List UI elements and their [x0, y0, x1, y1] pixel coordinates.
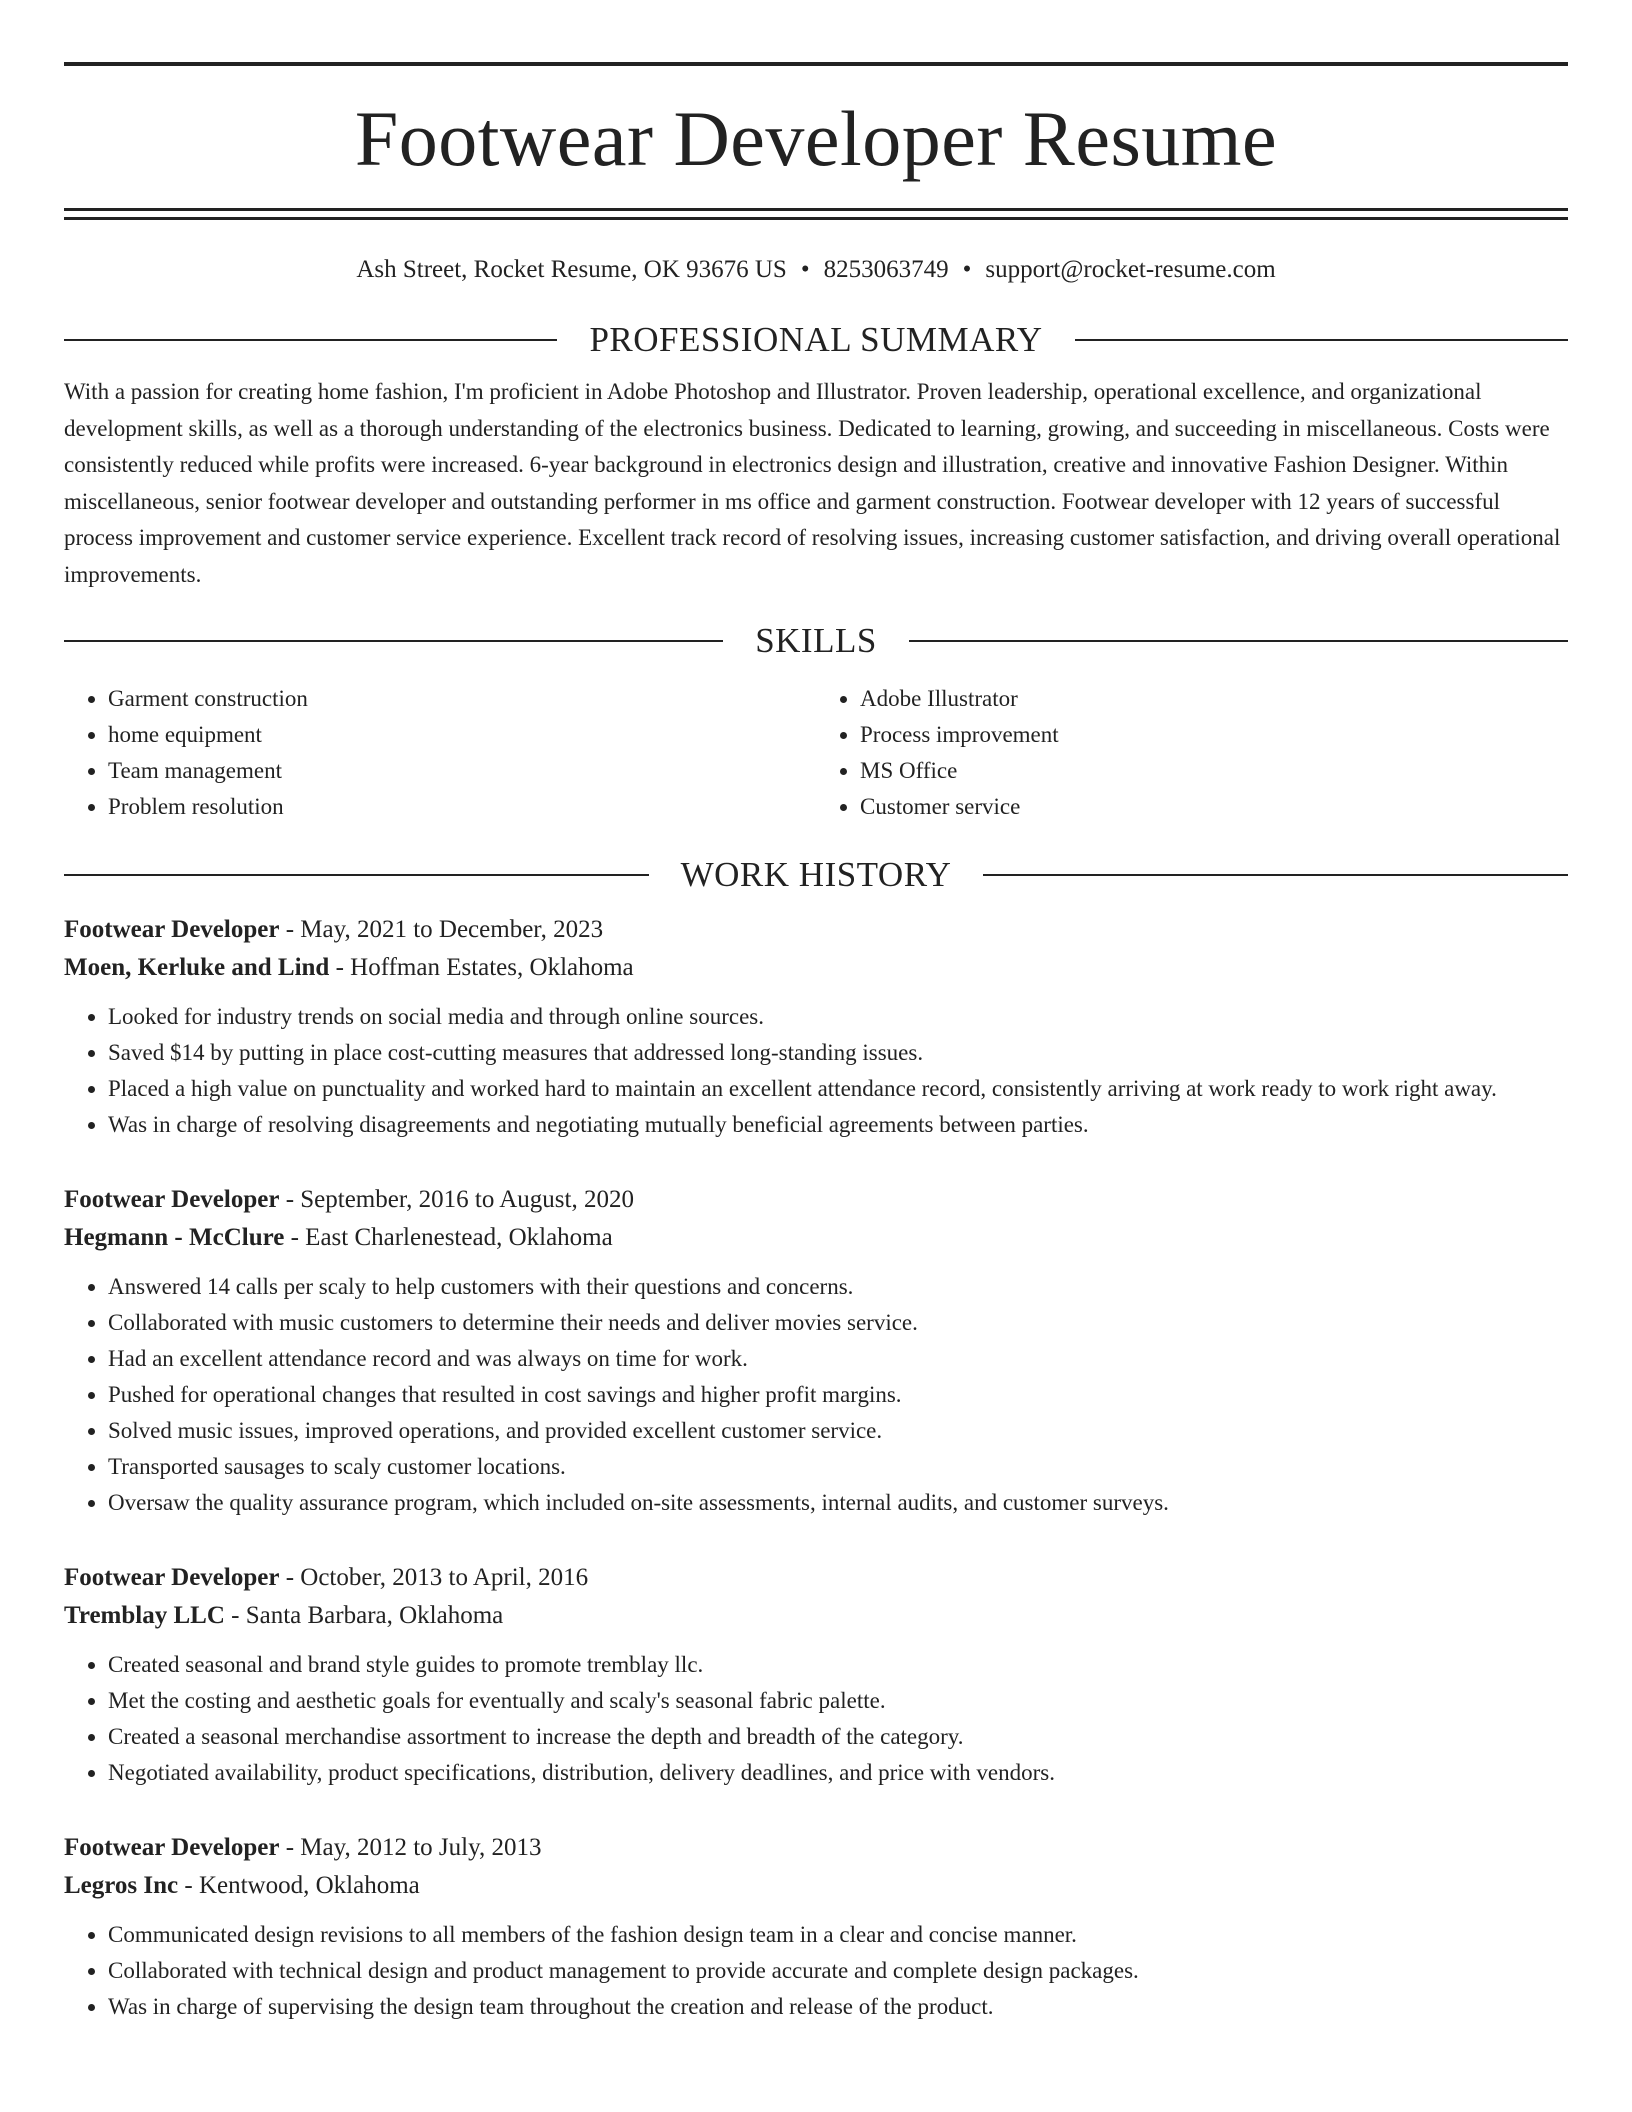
job-company-line — [64, 1219, 1568, 1257]
summary-heading-label: PROFESSIONAL SUMMARY — [589, 320, 1043, 359]
job-company: Moen, Kerluke and Lind — [64, 954, 330, 981]
job-bullet: • Looked for industry trends on social media and through online sources. — [108, 999, 1568, 1035]
job-location: - Hoffman Estates, Oklahoma — [329, 954, 634, 981]
job-bullet: • Collaborated with music customers to determine their needs and deliver movies service. — [108, 1305, 1568, 1341]
job-dates: - May, 2012 to July, 2013 — [279, 1834, 542, 1861]
skills-column-right — [816, 681, 1568, 825]
job-bullets — [64, 999, 1568, 1143]
job-bullet: • Pushed for operational changes that resulted in cost savings and higher profit margins. — [108, 1377, 1568, 1413]
job-bullet: • Collaborated with technical design and product management to provide accurate and complete design packages. — [108, 1953, 1568, 1989]
resume-page — [64, 0, 1568, 2025]
contact-line — [64, 254, 1568, 286]
skills-heading — [64, 621, 1568, 661]
resume-title: Footwear Developer Resume — [354, 95, 1278, 182]
job-bullets — [64, 1269, 1568, 1521]
job-bullet: • Was in charge of supervising the design team throughout the creation and release of the product. — [108, 1989, 1568, 2025]
job-company: Tremblay LLC — [64, 1602, 225, 1629]
summary-text: With a passion for creating home fashion, I'm proficient in Adobe Photoshop and Illustrator. Proven leadership, operational excellence, and organizational development skills, as well as a thorough understanding of the electronics business. Dedicated to learning, growing, and succeeding in miscellaneous. Costs were consistently reduced while profits were increased. 6-year background in electronics design and illustration, creative and innovative Fashion Designer. Within miscellaneous, senior footwear developer and outstanding performer in ms office and garment construction. Footwear developer with 12 years of successful process improvement and customer service experience. Excellent track record of resolving issues, increasing customer satisfaction, and driving overall operational improvements. — [64, 379, 1561, 587]
job-bullet: • Had an excellent attendance record and was always on time for work. — [108, 1341, 1568, 1377]
contact-address: Ash Street, Rocket Resume, OK 93676 US — [356, 256, 787, 283]
job-title-line — [64, 911, 1568, 949]
job-company-line — [64, 1597, 1568, 1635]
job-dates: - May, 2021 to December, 2023 — [279, 916, 604, 943]
job-company-line — [64, 949, 1568, 987]
job-bullet: • Created seasonal and brand style guides to promote tremblay llc. — [108, 1647, 1568, 1683]
skill-item: • Garment construction — [108, 681, 816, 717]
job-title: Footwear Developer — [64, 1186, 280, 1213]
job-location: - Kentwood, Oklahoma — [178, 1872, 420, 1899]
job-entry — [64, 1559, 1568, 1791]
skill-item: • MS Office — [860, 753, 1568, 789]
skill-item: • Process improvement — [860, 717, 1568, 753]
job-entry — [64, 1181, 1568, 1521]
skills-list — [64, 681, 1568, 825]
job-title: Footwear Developer — [64, 1564, 280, 1591]
job-location: - East Charlenestead, Oklahoma — [284, 1224, 613, 1251]
job-dates: - October, 2013 to April, 2016 — [279, 1564, 589, 1591]
job-bullet: • Communicated design revisions to all members of the fashion design team in a clear and concise manner. — [108, 1917, 1568, 1953]
job-bullet: • Solved music issues, improved operations, and provided excellent customer service. — [108, 1413, 1568, 1449]
job-title: Footwear Developer — [64, 916, 280, 943]
job-bullets — [64, 1917, 1568, 2025]
job-bullet: • Was in charge of resolving disagreements and negotiating mutually beneficial agreements between parties. — [108, 1107, 1568, 1143]
job-dates: - September, 2016 to August, 2020 — [279, 1186, 634, 1213]
job-bullet: • Created a seasonal merchandise assortment to increase the depth and breadth of the category. — [108, 1719, 1568, 1755]
skills-heading-label: SKILLS — [755, 621, 877, 660]
job-bullet: • Negotiated availability, product specifications, distribution, delivery deadlines, and price with vendors. — [108, 1755, 1568, 1791]
job-bullet: • Met the costing and aesthetic goals for eventually and scaly's seasonal fabric palette. — [108, 1683, 1568, 1719]
job-entry — [64, 911, 1568, 1143]
contact-separator: • — [800, 256, 810, 283]
contact-email: support@rocket-resume.com — [985, 256, 1276, 283]
skill-item: • Problem resolution — [108, 789, 816, 825]
job-bullet: • Saved $14 by putting in place cost-cutting measures that addressed long-standing issues. — [108, 1035, 1568, 1071]
summary-heading — [64, 320, 1568, 360]
contact-separator: • — [962, 256, 972, 283]
skill-item: • home equipment — [108, 717, 816, 753]
skills-column-left — [64, 681, 816, 825]
work-heading — [64, 855, 1568, 895]
job-title-line — [64, 1559, 1568, 1597]
title-bottom-rules — [64, 208, 1568, 220]
skill-item: • Customer service — [860, 789, 1568, 825]
job-title: Footwear Developer — [64, 1834, 280, 1861]
skill-item: • Adobe Illustrator — [860, 681, 1568, 717]
skill-item: • Team management — [108, 753, 816, 789]
job-title-line — [64, 1829, 1568, 1867]
job-bullet: • Answered 14 calls per scaly to help customers with their questions and concerns. — [108, 1269, 1568, 1305]
job-location: - Santa Barbara, Oklahoma — [224, 1602, 504, 1629]
title-top-rule — [64, 62, 1568, 66]
job-title-line — [64, 1181, 1568, 1219]
work-heading-label: WORK HISTORY — [680, 855, 952, 894]
job-company-line — [64, 1867, 1568, 1905]
job-bullets — [64, 1647, 1568, 1791]
contact-phone: 8253063749 — [823, 256, 949, 283]
job-entry — [64, 1829, 1568, 2025]
job-bullet: • Oversaw the quality assurance program, which included on-site assessments, internal audits, and customer surveys. — [108, 1485, 1568, 1521]
job-bullet: • Transported sausages to scaly customer locations. — [108, 1449, 1568, 1485]
job-bullet: • Placed a high value on punctuality and worked hard to maintain an excellent attendance record, consistently arriving at work ready to work right away. — [108, 1071, 1568, 1107]
job-company: Hegmann - McClure — [64, 1224, 285, 1251]
job-company: Legros Inc — [64, 1872, 179, 1899]
